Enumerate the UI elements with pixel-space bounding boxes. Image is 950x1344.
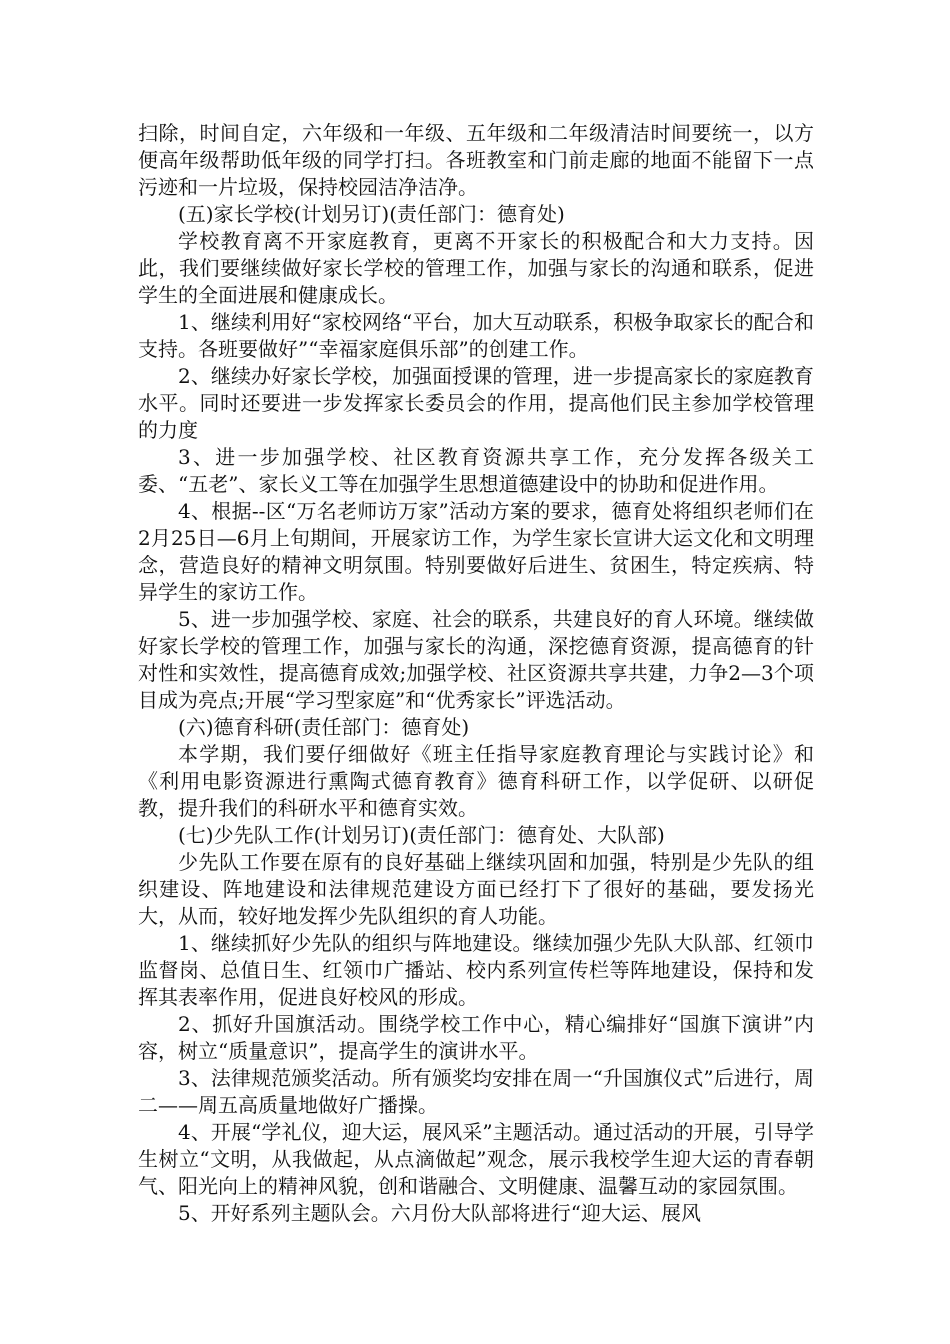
paragraph-pioneers-item-2: 2、抓好升国旗活动。围绕学校工作中心，精心编排好“国旗下演讲”内容，树立“质量意识”，提高学生的演讲水平。 <box>138 1012 814 1063</box>
paragraph-pioneers-item-4: 4、开展“学礼仪，迎大运，展风采”主题活动。通过活动的开展，引导学生树立“文明，从我做起，从点滴做起”观念，展示我校学生迎大运的青春朝气、阳光向上的精神风貌，创和谐融合、文明健康、温馨互动的家园氛围。 <box>138 1120 814 1198</box>
paragraph-item-3: 3、进一步加强学校、社区教育资源共享工作，充分发挥各级关工委、“五老”、家长义工等在加强学生思想道德建设中的协助和促进作用。 <box>138 445 814 496</box>
paragraph-pioneers-item-5: 5、开好系列主题队会。六月份大队部将进行“迎大运、展风 <box>178 1201 701 1225</box>
paragraph-item-5: 5、进一步加强学校、家庭、社会的联系，共建良好的育人环境。继续做好家长学校的管理工作，加强与家长的沟通，深挖德育资源，提高德育的针对性和实效性，提高德育成效;加强学校、社区资源共享共建，力争2—3个项目成为亮点;开展“学习型家庭”和“优秀家长”评选活动。 <box>138 607 814 712</box>
document-page <box>138 120 814 1227</box>
paragraph-pioneers-item-1: 1、继续抓好少先队的组织与阵地建设。继续加强少先队大队部、红领巾监督岗、总值日生、红领巾广播站、校内系列宣传栏等阵地建设，保持和发挥其表率作用，促进良好校风的形成。 <box>138 931 814 1009</box>
paragraph-moral-research: 本学期，我们要仔细做好《班主任指导家庭教育理论与实践讨论》和《利用电影资源进行熏陶式德育教育》德育科研工作，以学促研、以研促教，提升我们的科研水平和德育实效。 <box>138 742 814 820</box>
section-heading-parent-school: (五)家长学校(计划另订)(责任部门：德育处) <box>178 202 565 226</box>
paragraph-item-1: 1、继续利用好“家校网络“平台，加大互动联系，积极争取家长的配合和支持。各班要做好”“幸福家庭俱乐部”的创建工作。 <box>138 310 814 361</box>
paragraph-cleaning: 扫除，时间自定，六年级和一年级、五年级和二年级清洁时间要统一，以方便高年级帮助低年级的同学打扫。各班教室和门前走廊的地面不能留下一点污迹和一片垃圾，保持校园洁净洁净。 <box>138 121 814 199</box>
paragraph-item-2: 2、继续办好家长学校，加强面授课的管理，进一步提高家长的家庭教育水平。同时还要进一步发挥家长委员会的作用，提高他们民主参加学校管理的力度 <box>138 364 814 442</box>
paragraph-young-pioneers-intro: 少先队工作要在原有的良好基础上继续巩固和加强，特别是少先队的组织建设、阵地建设和法律规范建设方面已经打下了很好的基础，要发扬光大，从而，较好地发挥少先队组织的育人功能。 <box>138 850 814 928</box>
section-heading-young-pioneers: (七)少先队工作(计划另订)(责任部门：德育处、大队部) <box>178 823 665 847</box>
paragraph-item-4: 4、根据--区“万名老师访万家”活动方案的要求，德育处将组织老师们在2月25日—6月上旬期间，开展家访工作，为学生家长宣讲大运文化和文明理念，营造良好的精神文明氛围。特别要做好后进生、贫困生，特定疾病、特异学生的家访工作。 <box>138 499 814 604</box>
paragraph-pioneers-item-3: 3、法律规范颁奖活动。所有颁奖均安排在周一“升国旗仪式”后进行，周二——周五高质量地做好广播操。 <box>138 1066 814 1117</box>
paragraph-parent-school-intro: 学校教育离不开家庭教育，更离不开家长的积极配合和大力支持。因此，我们要继续做好家长学校的管理工作，加强与家长的沟通和联系，促进学生的全面进展和健康成长。 <box>138 229 814 307</box>
section-heading-moral-research: (六)德育科研(责任部门：德育处) <box>178 715 470 739</box>
